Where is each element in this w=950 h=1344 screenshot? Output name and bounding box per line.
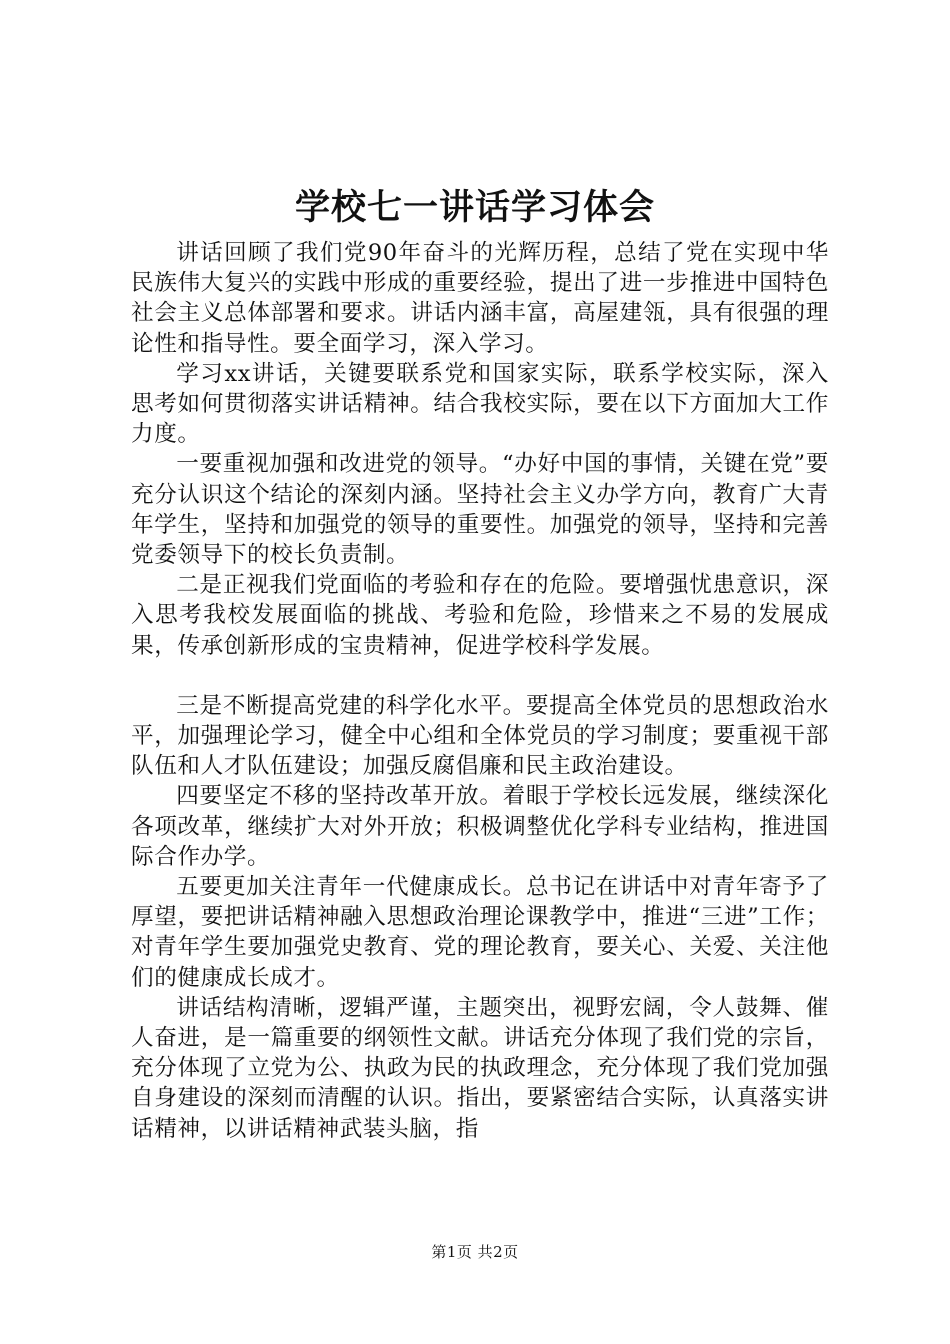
paragraph: 四要坚定不移的坚持改革开放。着眼于学校长远发展，继续深化各项改革，继续扩大对外开放；积极调整优化学科专业结构，推进国际合作办学。 — [131, 783, 829, 870]
document-body — [131, 238, 829, 1144]
paragraph: 三是不断提高党建的科学化水平。要提高全体党员的思想政治水平，加强理论学习，健全中心组和全体党员的学习制度；要重视干部队伍和人才队伍建设；加强反腐倡廉和民主政治建设。 — [131, 692, 829, 780]
paragraph: 二是正视我们党面临的考验和存在的危险。要增强忧患意识，深入思考我校发展面临的挑战、考验和危险，珍惜来之不易的发展成果，传承创新形成的宝贵精神，促进学校科学发展。 — [131, 572, 829, 659]
paragraph: 讲话回顾了我们党90年奋斗的光辉历程，总结了党在实现中华民族伟大复兴的实践中形成的重要经验，提出了进一步推进中国特色社会主义总体部署和要求。讲话内涵丰富，高屋建瓴，具有很强的理论性和指导性。要全面学习，深入学习。 — [131, 240, 829, 357]
paragraph: 学习xx讲话，关键要联系党和国家实际，联系学校实际，深入思考如何贯彻落实讲话精神。结合我校实际，要在以下方面加大工作力度。 — [131, 360, 829, 448]
paragraph: 五要更加关注青年一代健康成长。总书记在讲话中对青年寄予了厚望，要把讲话精神融入思想政治理论课教学中，推进“三进”工作；对青年学生要加强党史教育、党的理论教育，要关心、关爱、关注他们的健康成长成才。 — [131, 874, 829, 991]
paragraph: 讲话结构清晰，逻辑严谨，主题突出，视野宏阔，令人鼓舞、催人奋进，是一篇重要的纲领性文献。讲话充分体现了我们党的宗旨，充分体现了立党为公、执政为民的执政理念，充分体现了我们党加强自身建设的深刻而清醒的认识。指出，要紧密结合实际，认真落实讲话精神，以讲话精神武装头脑，指 — [131, 994, 829, 1142]
page-number-footer: 第1页 共2页 — [431, 1243, 519, 1261]
document-title: 学校七一讲话学习体会 — [294, 187, 655, 228]
paragraph: 一要重视加强和改进党的领导。“办好中国的事情，关键在党”要充分认识这个结论的深刻内涵。坚持社会主义办学方向，教育广大青年学生，坚持和加强党的领导的重要性。加强党的领导，坚持和完善党委领导下的校长负责制。 — [131, 451, 829, 569]
